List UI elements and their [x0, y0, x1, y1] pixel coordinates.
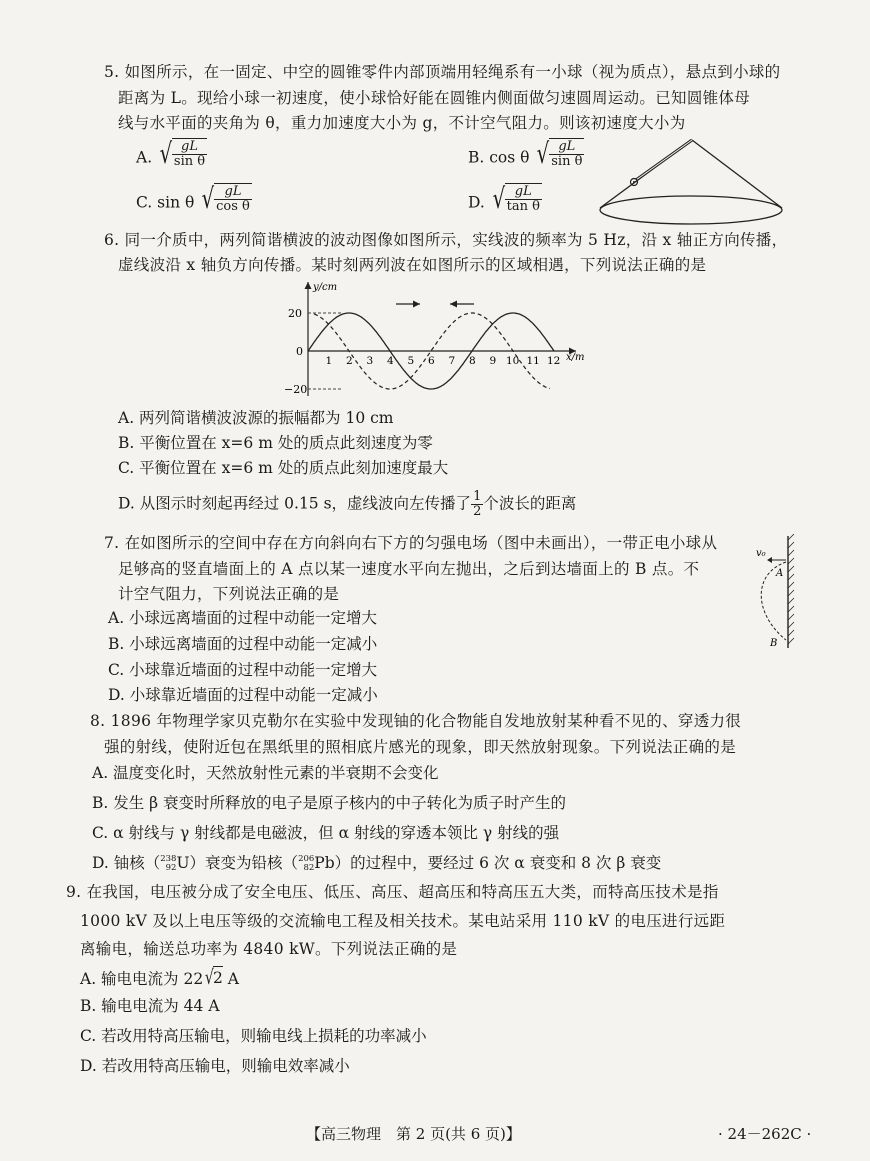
q8-option-a[interactable]: A. 温度变化时，天然放射性元素的半衰期不会变化: [92, 764, 439, 782]
wall-hatching: [788, 534, 794, 644]
pb-charge-number: 82: [303, 863, 315, 873]
q5-c-denominator: cos θ: [216, 199, 250, 214]
q9-line1: 9. 在我国，电压被分成了安全电压、低压、高压、超高压和特高压五大类，而特高压技术是指: [66, 883, 719, 901]
q5-c-numerator: gL: [214, 185, 252, 200]
x-ticks: [326, 355, 561, 367]
x-tick-label: 1: [325, 355, 333, 367]
q7-option-b[interactable]: B. 小球远离墙面的过程中动能一定减小: [108, 635, 378, 653]
y-tick-neg20: −20: [284, 383, 308, 396]
q9-option-c[interactable]: C. 若改用特高压输电，则输电线上损耗的功率减小: [80, 1027, 427, 1045]
lead-nuclide: [298, 853, 335, 873]
q5-option-c[interactable]: [136, 183, 252, 214]
x-tick-label: 10: [506, 355, 520, 367]
q7-option-c[interactable]: C. 小球靠近墙面的过程中动能一定增大: [108, 661, 378, 679]
q6-option-d-text: D. 从图示时刻起再经过 0.15 s，虚线波向左传播了: [118, 494, 472, 513]
q8-option-d-suffix: ）的过程中，要经过 6 次 α 衰变和 8 次 β 衰变: [334, 854, 662, 872]
q5-line2: 距离为 L。现给小球一初速度，使小球恰好能在圆锥内侧面做匀速圆周运动。已知圆锥体母: [118, 89, 751, 107]
q7-option-a[interactable]: A. 小球远离墙面的过程中动能一定增大: [108, 609, 378, 627]
q5-option-a-label: A.: [136, 148, 153, 167]
x-tick-label: 4: [387, 355, 394, 367]
q8-option-d-text: D. 铀核（: [92, 854, 161, 872]
q9-option-b[interactable]: B. 输电电流为 44 A: [80, 997, 220, 1015]
q8-line2: 强的射线，使附近包在黑纸里的照相底片感光的现象，即天然放射现象。下列说法正确的是: [104, 738, 737, 756]
x-tick-label: 2: [346, 355, 353, 367]
sqrt-symbol: √ 2: [205, 965, 223, 989]
q5-a-denominator: sin θ: [173, 154, 206, 169]
x-axis-label: x/m: [566, 352, 585, 363]
u-mass-number: 238: [160, 854, 177, 864]
q5-line3: 线与水平面的夹角为 θ，重力加速度大小为 g，不计空气阻力。则该初速度大小为: [118, 114, 686, 132]
x-tick-label: 3: [366, 355, 374, 367]
q5-option-a[interactable]: [136, 138, 207, 169]
x-tick-label: 5: [407, 355, 415, 367]
q5-option-b[interactable]: [468, 138, 584, 169]
q6-option-b[interactable]: B. 平衡位置在 x=6 m 处的质点此刻速度为零: [118, 434, 433, 452]
q6-d-denominator: 2: [473, 504, 482, 519]
q6-d-numerator: 1: [473, 489, 482, 504]
uranium-nuclide: [160, 853, 189, 873]
point-a-label: A: [776, 568, 784, 579]
cone-figure: [594, 132, 790, 232]
page-footer: 【高三物理 第 2 页(共 6 页)】: [306, 1125, 521, 1143]
sqrt-symbol: √ $\frac{gL}{\text{sin θ}}$: [537, 136, 583, 170]
q7-option-d[interactable]: D. 小球靠近墙面的过程中动能一定减小: [108, 686, 378, 704]
q6-option-a[interactable]: A. 两列简谐横波波源的振幅都为 10 cm: [118, 409, 394, 427]
q5-a-numerator: gL: [172, 140, 207, 155]
point-b-label: B: [770, 638, 778, 649]
sqrt-symbol: √ $\frac{gL}{\text{tan θ}}$: [492, 181, 540, 215]
q5-b-denominator: sin θ: [551, 154, 583, 169]
q6-line1: 6. 同一介质中，两列简谐横波的波动图像如图所示，实线波的频率为 5 Hz，沿 x 轴正方向传播，: [104, 231, 788, 249]
q5-option-b-label: B. cos θ: [468, 148, 530, 167]
q8-line1: 8. 1896 年物理学家贝克勒尔在实验中发现铀的化合物能自发地放射某种看不见的、穿透力很: [90, 712, 742, 730]
u-charge-number: 92: [165, 863, 177, 873]
q7-line2: 足够高的竖直墙面上的 A 点以某一速度水平向左抛出，之后到达墙面上的 B 点。不: [118, 560, 700, 578]
x-tick-label: 8: [469, 355, 476, 367]
y-tick-20: 20: [288, 307, 302, 320]
wall-figure: [750, 534, 802, 652]
q5-option-c-label: C. sin θ: [136, 193, 195, 212]
pb-symbol: Pb: [314, 854, 335, 872]
y-tick-0: 0: [296, 345, 303, 358]
y-axis-label: y/cm: [313, 282, 338, 293]
q5-option-d[interactable]: [468, 183, 542, 214]
q5-b-numerator: gL: [549, 140, 584, 155]
v0-label: v₀: [756, 548, 766, 559]
q6-option-c[interactable]: C. 平衡位置在 x=6 m 处的质点此刻加速度最大: [118, 459, 449, 477]
q9-option-a-unit: A: [222, 970, 239, 988]
fraction: [471, 490, 483, 519]
q5-option-d-label: D.: [468, 193, 485, 212]
q6-line2: 虚线波沿 x 轴负方向传播。某时刻两列波在如图所示的区域相遇，下列说法正确的是: [118, 256, 707, 274]
q7-line3: 计空气阻力，下列说法正确的是: [118, 585, 340, 603]
ball-center: [633, 181, 635, 183]
v0-arrow-head: [767, 557, 772, 563]
pb-mass-number: 206: [298, 854, 315, 864]
x-tick-label: 12: [547, 355, 561, 367]
q9-line3: 离输电，输送总功率为 4840 kW。下列说法正确的是: [80, 940, 458, 958]
q9-option-d[interactable]: D. 若改用特高压输电，则输电效率减小: [80, 1057, 350, 1075]
x-tick-label: 11: [526, 355, 540, 367]
wave-graph: [284, 278, 594, 402]
rope-inner: [636, 140, 692, 180]
q9-a-radicand: 2: [213, 966, 223, 988]
q5-d-denominator: tan θ: [506, 199, 540, 214]
q5-d-numerator: gL: [505, 185, 542, 200]
x-tick-label: 6: [428, 355, 435, 367]
sqrt-symbol: √ $\frac{gL}{\text{sin θ}}$: [159, 136, 206, 170]
sqrt-symbol: √ $\frac{gL}{\text{cos θ}}$: [201, 181, 250, 215]
x-tick-label: 7: [448, 355, 456, 367]
page-code: · 24－262C ·: [718, 1125, 812, 1143]
q6-option-d[interactable]: [118, 490, 576, 519]
q8-option-d[interactable]: [92, 853, 661, 873]
q9-option-a-text: A. 输电电流为 22: [80, 970, 204, 988]
q7-line1: 7. 在如图所示的空间中存在方向斜向右下方的匀强电场（图中未画出），一带正电小球从: [104, 534, 718, 552]
u-symbol: U: [176, 854, 190, 872]
q8-option-c[interactable]: C. α 射线与 γ 射线都是电磁波，但 α 射线的穿透本领比 γ 射线的强: [92, 824, 560, 842]
q5-line1: 5. 如图所示，在一固定、中空的圆锥零件内部顶端用轻绳系有一小球（视为质点），悬点到小球的: [104, 63, 781, 81]
q9-option-a[interactable]: [80, 966, 239, 989]
q6-option-d-suffix: 个波长的距离: [483, 494, 577, 513]
q9-line2: 1000 kV 及以上电压等级的交流输电工程及相关技术。某电站采用 110 kV 的电压进行远距: [80, 912, 726, 930]
x-tick-label: 9: [489, 355, 497, 367]
q8-option-d-mid: ）衰变为铅核（: [189, 854, 299, 872]
q8-option-b[interactable]: B. 发生 β 衰变时所释放的电子是原子核内的中子转化为质子时产生的: [92, 794, 567, 812]
cone-base-ellipse: [600, 196, 782, 224]
